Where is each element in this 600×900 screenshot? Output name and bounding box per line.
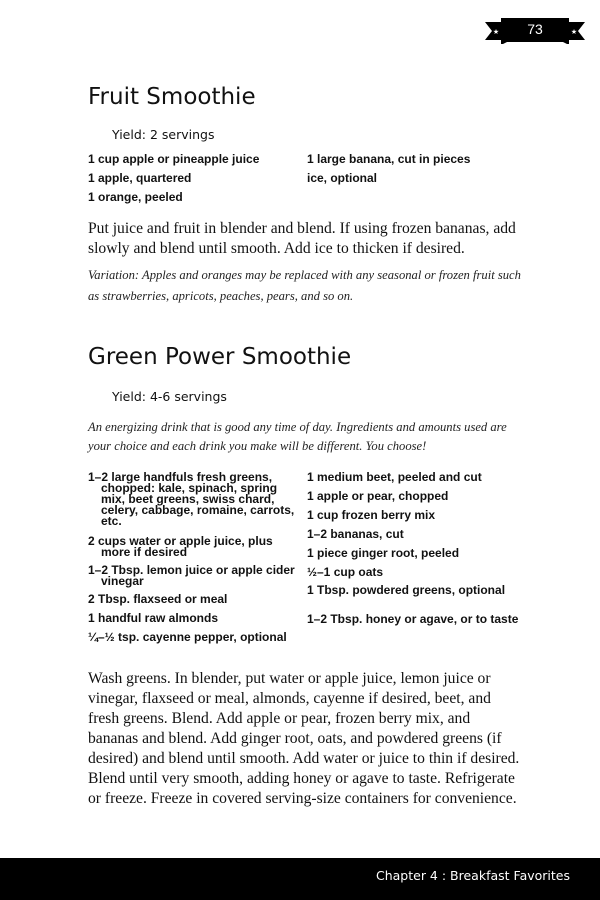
ingredient-item: 1 handful raw almonds bbox=[88, 611, 219, 625]
page-footer bbox=[0, 858, 600, 900]
chapter-label: Chapter 4 : Breakfast Favorites bbox=[375, 868, 570, 883]
ingredient-item: 1 orange, peeled bbox=[88, 190, 183, 204]
recipe-title: Green Power Smoothie bbox=[88, 344, 352, 370]
recipe-title: Fruit Smoothie bbox=[88, 84, 256, 110]
ingredient-item: 1–2 large handfuls fresh greens, chopped: kale, spinach, spring mix, beet greens, swiss chard, celery, cabbage, romaine, carrots, etc. bbox=[88, 470, 295, 528]
ingredient-item: 1 large banana, cut in pieces bbox=[307, 152, 471, 166]
ingredient-item-wrap bbox=[88, 536, 303, 558]
ingredient-item: 1–2 Tbsp. honey or agave, or to taste bbox=[307, 612, 519, 626]
recipe-intro: An energizing drink that is good any time of day. Ingredients and amounts used are your choice and each drink you make will be different. You choose! bbox=[88, 420, 507, 453]
svg-text:★: ★ bbox=[492, 28, 500, 36]
ingredient-item: 1 cup frozen berry mix bbox=[307, 508, 436, 522]
ingredient-item: 1 medium beet, peeled and cut bbox=[307, 470, 482, 484]
ingredient-item: ¼–½ tsp. cayenne pepper, optional bbox=[88, 630, 287, 644]
recipe-variation: Variation: Apples and oranges may be replaced with any seasonal or frozen fruit such as strawberries, apricots, peaches, pears, and so on. bbox=[88, 268, 521, 303]
ingredient-item: 1–2 Tbsp. lemon juice or apple cider vinegar bbox=[88, 563, 295, 588]
ingredient-item: 1 apple, quartered bbox=[88, 171, 192, 185]
ingredient-item-wrap bbox=[88, 472, 303, 527]
ingredient-item: 1 piece ginger root, peeled bbox=[307, 546, 460, 560]
page-number: 73 bbox=[527, 21, 543, 37]
page-number-badge bbox=[485, 18, 585, 44]
ingredient-item-wrap bbox=[88, 565, 303, 587]
recipe-yield: Yield: 2 servings bbox=[112, 127, 215, 142]
ingredient-item: ice, optional bbox=[307, 171, 378, 185]
recipe-directions: Wash greens. In blender, put water or apple juice, lemon juice or vinegar, flaxseed or meal, almonds, cayenne if desired, beet, and fresh greens. Blend. Add apple or pear, frozen berry mix, and bananas and blend. Add ginger root, oats, and powdered greens (if desired) and blend until smooth. Add water or juice to thin if desired. Blend until very smooth, adding honey or agave to taste. Refrigerate or freeze. Freeze in covered serving-size containers for convenience. bbox=[88, 670, 520, 807]
ingredient-item: 1 apple or pear, chopped bbox=[307, 489, 449, 503]
ingredient-item-wrap bbox=[307, 585, 522, 596]
ingredient-item-wrap bbox=[307, 614, 522, 625]
ingredient-item: 2 Tbsp. flaxseed or meal bbox=[88, 592, 228, 606]
ingredient-item-wrap bbox=[88, 632, 303, 643]
ingredient-item: 1–2 bananas, cut bbox=[307, 527, 404, 541]
ingredient-item: 1 cup apple or pineapple juice bbox=[88, 152, 260, 166]
recipe-directions: Put juice and fruit in blender and blend. If using frozen bananas, add slowly and blend until smooth. Add ice to thicken if desired. bbox=[88, 220, 516, 257]
recipe-yield: Yield: 4-6 servings bbox=[112, 389, 227, 404]
svg-text:★: ★ bbox=[570, 28, 578, 36]
ingredient-item: 2 cups water or apple juice, plus more if desired bbox=[88, 534, 273, 559]
ingredient-item: ½–1 cup oats bbox=[307, 565, 384, 579]
ingredient-item: 1 Tbsp. powdered greens, optional bbox=[307, 583, 506, 597]
